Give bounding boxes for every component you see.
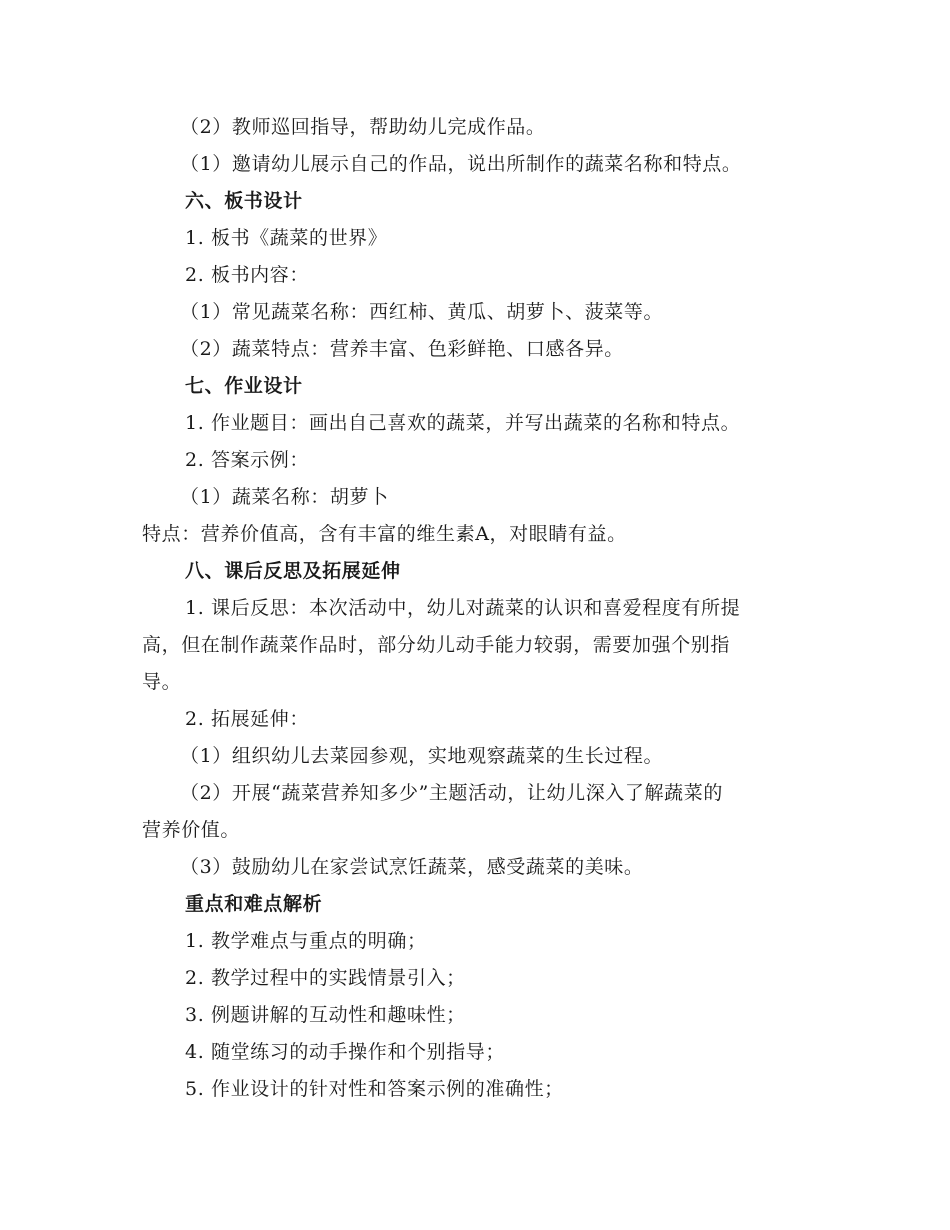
body-text: 特点：营养价值高，含有丰富的维生素A，对眼睛有益。 [142,523,627,545]
section-heading: 重点和难点解析 [185,893,323,915]
body-text: 2. 板书内容： [185,264,309,286]
body-text: 3. 例题讲解的互动性和趣味性； [185,1004,466,1026]
body-text: 4. 随堂练习的动手操作和个别指导； [185,1041,505,1063]
body-text: 2. 答案示例： [185,449,309,471]
body-text: 5. 作业设计的针对性和答案示例的准确性； [185,1078,564,1100]
body-text: 营养价值。 [142,819,241,841]
body-text: 1. 教学难点与重点的明确； [185,930,427,952]
body-text: 1. 板书《蔬菜的世界》 [185,227,388,249]
body-text: （3）鼓励幼儿在家尝试烹饪蔬菜，感受蔬菜的美味。 [180,856,644,878]
body-text: 1. 作业题目：画出自己喜欢的蔬菜，并写出蔬菜的名称和特点。 [185,412,741,434]
section-heading: 八、课后反思及拓展延伸 [185,560,401,582]
body-text: 2. 教学过程中的实践情景引入； [185,967,466,989]
body-text: （2）开展“蔬菜营养知多少”主题活动，让幼儿深入了解蔬菜的 [180,782,723,804]
section-heading: 七、作业设计 [185,375,303,397]
body-text: （2）蔬菜特点：营养丰富、色彩鲜艳、口感各异。 [180,338,624,360]
body-text: 1. 课后反思：本次活动中，幼儿对蔬菜的认识和喜爱程度有所提 [185,597,741,619]
body-text: （1）组织幼儿去菜园参观，实地观察蔬菜的生长过程。 [180,745,664,767]
body-text: （2）教师巡回指导，帮助幼儿完成作品。 [180,116,546,138]
body-text: 高，但在制作蔬菜作品时，部分幼儿动手能力较弱，需要加强个别指 [142,634,731,656]
section-heading: 六、板书设计 [185,190,303,212]
body-text: 2. 拓展延伸： [185,708,309,730]
body-text: （1）蔬菜名称：胡萝卜 [180,486,389,508]
body-text: （1）邀请幼儿展示自己的作品，说出所制作的蔬菜名称和特点。 [180,153,742,175]
body-text: （1）常见蔬菜名称：西红柿、黄瓜、胡萝卜、菠菜等。 [180,301,664,323]
body-text: 导。 [142,671,182,693]
